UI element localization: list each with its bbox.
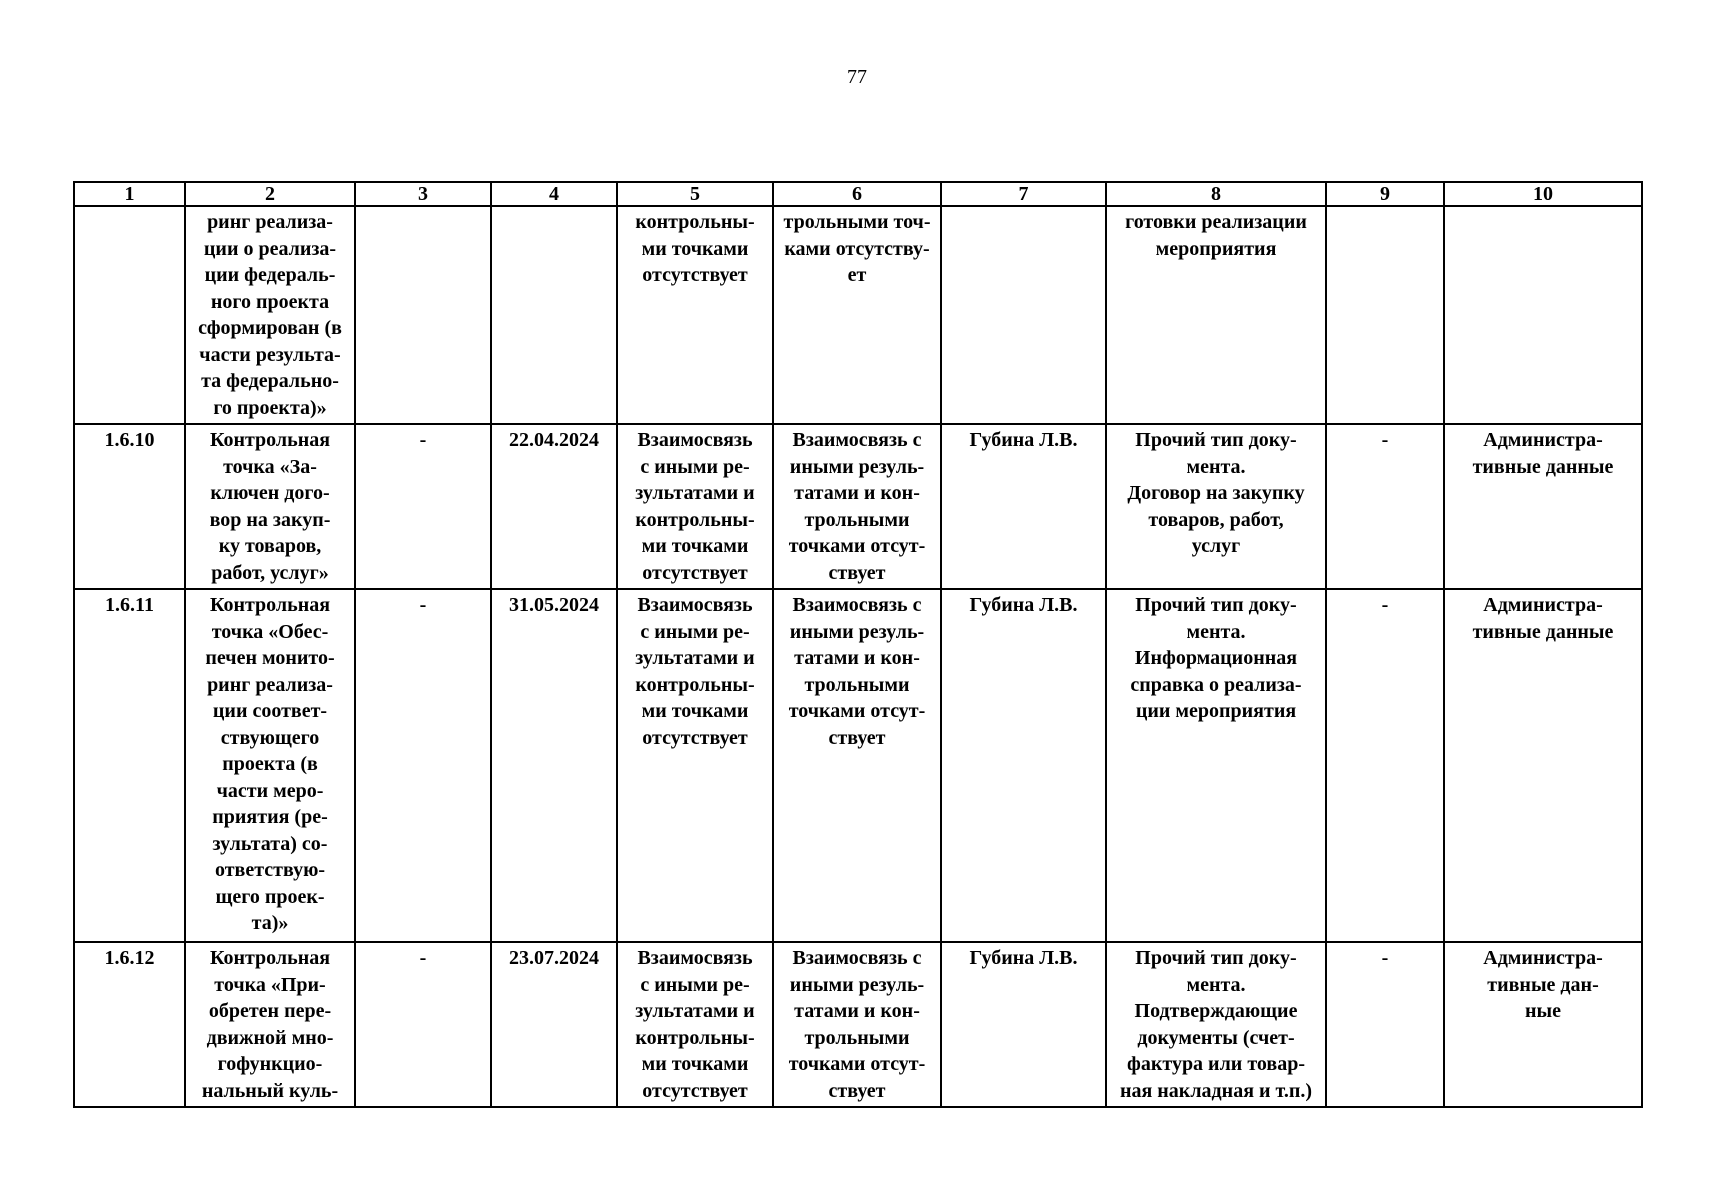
responsible-cell: Губина Л.В. [941,589,1106,942]
control-point-name-cell: Контрольная точка «За- ключен дого- вор на закуп- ку товаров, работ, услуг» [185,424,355,589]
document-type-cell: Прочий тип доку- мента. Информационная справка о реализа- ции мероприятия [1106,589,1326,942]
table-row [74,942,1642,1107]
column-header: 8 [1106,182,1326,206]
data-source-cell: Администра- тивные данные [1444,589,1642,942]
date-cell [491,206,617,424]
row-number-cell: 1.6.11 [74,589,185,942]
relation-points-cell: Взаимосвязь с иными резуль- татами и кон- трольными точками отсут- ствует [773,424,941,589]
data-source-cell: Администра- тивные дан- ные [1444,942,1642,1107]
column-header: 5 [617,182,773,206]
responsible-cell: Губина Л.В. [941,942,1106,1107]
column-9-cell [1326,206,1444,424]
column-header: 6 [773,182,941,206]
column-9-cell: - [1326,424,1444,589]
control-point-name-cell: Контрольная точка «Обес- печен монито- ринг реализа- ции соответ- ствующего проекта (в части меро- приятия (ре- зультата) со- ответствую- щего проек- та)» [185,589,355,942]
column-9-cell: - [1326,942,1444,1107]
table-row [74,589,1642,942]
row-number-cell [74,206,185,424]
row-number-cell: 1.6.10 [74,424,185,589]
table-row [74,424,1642,589]
data-source-cell [1444,206,1642,424]
column-header: 3 [355,182,491,206]
document-type-cell: Прочий тип доку- мента. Подтверждающие документы (счет- фактура или товар- ная накладная и т.п.) [1106,942,1326,1107]
data-source-cell: Администра- тивные данные [1444,424,1642,589]
page-number: 77 [847,66,867,88]
column-3-cell [355,206,491,424]
column-header: 4 [491,182,617,206]
date-cell: 22.04.2024 [491,424,617,589]
relation-results-cell: Взаимосвязь с иными ре- зультатами и контрольны- ми точками отсутствует [617,424,773,589]
responsible-cell [941,206,1106,424]
header-row [74,182,1642,206]
control-point-name-cell: ринг реализа- ции о реализа- ции федераль- ного проекта сформирован (в части результа- та федерально- го проекта)» [185,206,355,424]
responsible-cell: Губина Л.В. [941,424,1106,589]
column-header: 10 [1444,182,1642,206]
document-type-cell: готовки реализации мероприятия [1106,206,1326,424]
column-3-cell: - [355,589,491,942]
relation-results-cell: Взаимосвязь с иными ре- зультатами и контрольны- ми точками отсутствует [617,589,773,942]
control-point-name-cell: Контрольная точка «При- обретен пере- движной мно- гофункцио- нальный куль- [185,942,355,1107]
table-row [74,206,1642,424]
column-header: 9 [1326,182,1444,206]
date-cell: 31.05.2024 [491,589,617,942]
relation-points-cell: Взаимосвязь с иными резуль- татами и кон- трольными точками отсут- ствует [773,942,941,1107]
date-cell: 23.07.2024 [491,942,617,1107]
relation-results-cell: Взаимосвязь с иными ре- зультатами и контрольны- ми точками отсутствует [617,942,773,1107]
column-3-cell: - [355,424,491,589]
relation-points-cell: Взаимосвязь с иными резуль- татами и кон- трольными точками отсут- ствует [773,589,941,942]
control-points-table [73,181,1643,1108]
row-number-cell: 1.6.12 [74,942,185,1107]
column-header: 7 [941,182,1106,206]
column-header: 1 [74,182,185,206]
column-3-cell: - [355,942,491,1107]
column-header: 2 [185,182,355,206]
column-9-cell: - [1326,589,1444,942]
relation-points-cell: трольными точ- ками отсутству- ет [773,206,941,424]
relation-results-cell: контрольны- ми точками отсутствует [617,206,773,424]
document-type-cell: Прочий тип доку- мента. Договор на закупку товаров, работ, услуг [1106,424,1326,589]
